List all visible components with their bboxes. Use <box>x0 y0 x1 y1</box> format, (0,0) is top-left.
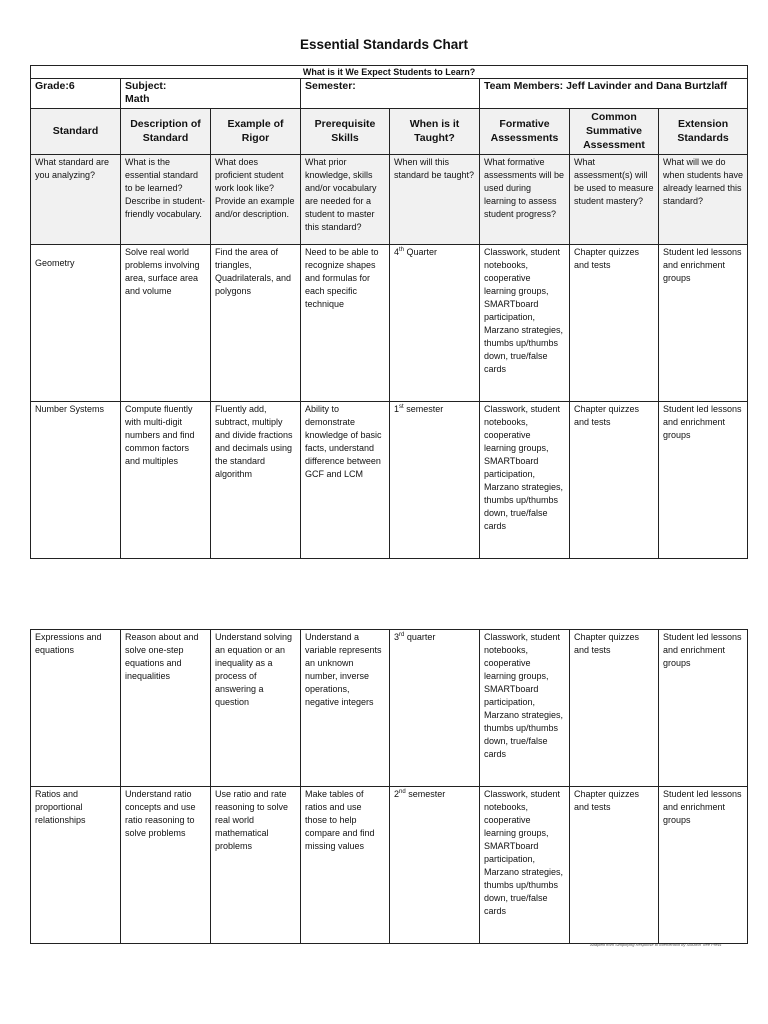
when-rest: semester <box>403 404 444 414</box>
when-sup: nd <box>399 789 406 795</box>
summative-cell: Chapter quizzes and tests <box>570 630 659 787</box>
when-num: 4 <box>394 247 400 257</box>
table-row <box>31 245 748 402</box>
header-row <box>31 109 748 155</box>
desc-cell: What prior knowledge, skills and/or vocabulary are needed for a student to master this standard? <box>301 155 390 245</box>
summative-cell: Chapter quizzes and tests <box>570 787 659 944</box>
header-summative: Common Summative Assessment <box>570 109 659 155</box>
extension-cell: Student led lessons and enrichment groups <box>659 402 748 559</box>
standard-cell: Geometry <box>31 245 121 402</box>
when-num: 2 <box>394 789 400 799</box>
description-cell: Understand ratio concepts and use ratio reasoning to solve problems <box>121 787 211 944</box>
formative-cell: Classwork, student notebooks, cooperative learning groups, SMARTboard participation, Marzano strategies, thumbs up/thumbs down, true/false cards <box>480 402 570 559</box>
grade-cell: Grade:6 <box>31 79 121 109</box>
desc-cell: What is the essential standard to be learned? Describe in student-friendly vocabulary. <box>121 155 211 245</box>
standard-cell: Number Systems <box>31 402 121 559</box>
when-cell <box>390 245 480 402</box>
formative-cell: Classwork, student notebooks, cooperative learning groups, SMARTboard participation, Marzano strategies, thumbs up/thumbs down, true/false cards <box>480 245 570 402</box>
table-row <box>31 630 748 787</box>
description-cell: Reason about and solve one-step equations and inequalities <box>121 630 211 787</box>
desc-cell: What does proficient student work look like? Provide an example and/or description. <box>211 155 301 245</box>
formative-cell: Classwork, student notebooks, cooperative learning groups, SMARTboard participation, Marzano strategies, thumbs up/thumbs down, true/false cards <box>480 630 570 787</box>
page-title: Essential Standards Chart <box>299 37 469 52</box>
subject-label: Subject: <box>125 80 167 92</box>
when-sup: th <box>399 247 405 253</box>
extension-cell: Student led lessons and enrichment groups <box>659 630 748 787</box>
prereq-cell: Understand a variable represents an unknown number, inverse operations, negative integers <box>301 630 390 787</box>
table-banner: What is it We Expect Students to Learn? <box>31 66 748 79</box>
prereq-cell: Need to be able to recognize shapes and formulas for each specific technique <box>301 245 390 402</box>
when-rest: quarter <box>404 632 436 642</box>
header-extension: Extension Standards <box>659 109 748 155</box>
team-members-cell: Team Members: Jeff Lavinder and Dana Burtzlaff <box>480 79 748 109</box>
header-prerequisite: Prerequisite Skills <box>301 109 390 155</box>
desc-cell: What assessment(s) will be used to measure student mastery? <box>570 155 659 245</box>
header-description: Description of Standard <box>121 109 211 155</box>
when-cell <box>390 787 480 944</box>
footer-credit: Adapted from Simplifying Response to Intervention by Solution Tree Press <box>590 942 722 947</box>
header-standard: Standard <box>31 109 121 155</box>
summative-cell: Chapter quizzes and tests <box>570 402 659 559</box>
summative-cell: Chapter quizzes and tests <box>570 245 659 402</box>
extension-cell: Student led lessons and enrichment groups <box>659 787 748 944</box>
when-rest: semester <box>405 789 446 799</box>
desc-cell: What will we do when students have already learned this standard? <box>659 155 748 245</box>
standards-table-page-2 <box>30 629 748 944</box>
extension-cell: Student led lessons and enrichment groups <box>659 245 748 402</box>
header-when-taught: When is it Taught? <box>390 109 480 155</box>
desc-cell: What standard are you analyzing? <box>31 155 121 245</box>
table-row <box>31 787 748 944</box>
description-row <box>31 155 748 245</box>
rigor-cell: Understand solving an equation or an inequality as a process of answering a question <box>211 630 301 787</box>
description-cell: Solve real world problems involving area, surface area and volume <box>121 245 211 402</box>
when-num: 1 <box>394 404 400 414</box>
description-cell: Compute fluently with multi-digit numbers and find common factors and multiples <box>121 402 211 559</box>
subject-cell <box>121 79 301 109</box>
table-row <box>31 402 748 559</box>
when-sup: rd <box>399 632 405 638</box>
rigor-cell: Use ratio and rate reasoning to solve real world mathematical problems <box>211 787 301 944</box>
header-rigor: Example of Rigor <box>211 109 301 155</box>
when-sup: st <box>399 404 404 410</box>
subject-value: Math <box>125 93 150 105</box>
standard-cell: Ratios and proportional relationships <box>31 787 121 944</box>
standards-table-page-1 <box>30 65 748 559</box>
header-formative: Formative Assessments <box>480 109 570 155</box>
formative-cell: Classwork, student notebooks, cooperative learning groups, SMARTboard participation, Marzano strategies, thumbs up/thumbs down, true/false cards <box>480 787 570 944</box>
meta-row <box>31 79 748 109</box>
when-cell <box>390 630 480 787</box>
standard-cell: Expressions and equations <box>31 630 121 787</box>
prereq-cell: Ability to demonstrate knowledge of basic facts, understand difference between GCF and LCM <box>301 402 390 559</box>
when-rest: Quarter <box>404 247 438 257</box>
when-cell <box>390 402 480 559</box>
when-num: 3 <box>394 632 400 642</box>
prereq-cell: Make tables of ratios and use those to help compare and find missing values <box>301 787 390 944</box>
rigor-cell: Fluently add, subtract, multiply and divide fractions and decimals using the standard algorithm <box>211 402 301 559</box>
rigor-cell: Find the area of triangles, Quadrilaterals, and polygons <box>211 245 301 402</box>
desc-cell: What formative assessments will be used during learning to assess student progress? <box>480 155 570 245</box>
semester-cell: Semester: <box>301 79 480 109</box>
desc-cell: When will this standard be taught? <box>390 155 480 245</box>
